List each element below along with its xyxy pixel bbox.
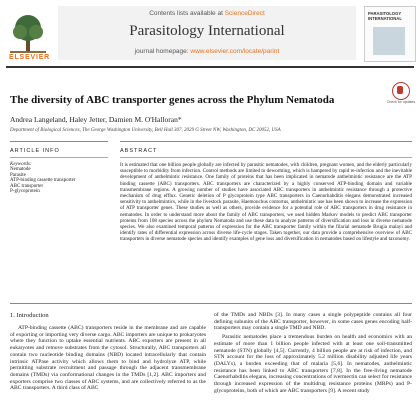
publisher-name: ELSEVIER <box>9 54 51 61</box>
abstract-text: It is estimated that one billion people globally are infected by parasitic nematodes, with children, pregnant women, and the elderly particularly susceptible to morbidity from infection. Control methods are limited to deworming, which is hampered by rapid re-infection and the inevitable development of anthelmintic resistance. One family of proteins that has been implicated in nematode anthelmintic resistance are the ATP binding cassette (ABC) transporters. ABC transporters are characterized by a highly conserved ATP-binding domain and variable transmembrane regions. A growing number of studies have associated ABC transporters in anthelmintic resistance through a protective mechanism of drug efflux. Genetic deletion of P glycoprotein type ABC transporters in Caenorhabditis elegans demonstrated increased sensitivity to anthelmintics, while in the livestock parasite, Haemonchus contortus, anthelmintic use has been shown to increase the expression of ATP transporter genes. These studies as well as others, provide evidence for a potential role of ABC transporters in drug resistance in nematodes. In order to understand more about the family of ABC transporters, we used hidden Markov models to predict ABC transporter proteins from 108 species across the phylum Nematoda and use these data to analyze patterns of diversification and loss in diverse nematode species. We also examined temporal patterns of expression for the ABC transporter family within the filarial nematode Brugia malayi and identify rates of differential expression across diverse life-cycle stages. Taken together, our data provide a comprehensive overview of ABC transporters in diverse nematode species and identify examples of gene loss and diversification in nematodes based on lifestyle and taxonomy. <box>120 162 412 243</box>
journal-header <box>6 4 414 64</box>
contents-line <box>58 10 356 17</box>
journal-title: Parasitology International <box>129 23 285 39</box>
abstract-heading: ABSTRACT <box>120 141 412 154</box>
keyword: ABC transporter <box>10 183 44 189</box>
body-paragraph: of the TMDs and NBDs [3]. In many cases a single polypeptide contains all four defining subunits of the ABC transporter, however, in some cases genes encoding half-transporters may contain a single TMD and NBD. <box>214 312 412 332</box>
corresponding-author-mark[interactable]: * <box>177 115 182 124</box>
cover-image <box>373 27 405 55</box>
abstract-divider <box>120 157 412 158</box>
article-info-panel <box>10 141 108 195</box>
check-for-updates-icon[interactable] <box>392 82 410 100</box>
contents-prefix: Contents lists available at <box>149 10 225 17</box>
keyword: Nematode <box>10 167 31 172</box>
sciencedirect-link[interactable]: ScienceDirect <box>224 10 265 17</box>
keyword: Parasite <box>10 172 26 178</box>
elsevier-tree-logo <box>6 10 50 56</box>
journal-homepage-line <box>58 48 356 55</box>
cover-title: PARASITOLOGY INTERNATIONAL <box>368 11 402 21</box>
author-list <box>10 115 182 124</box>
journal-cover-thumbnail <box>364 6 416 62</box>
authors-text: Andrea Langeland, Haley Jetter, Damien M. O'Halloran <box>10 115 178 124</box>
homepage-prefix: journal homepage: <box>134 48 191 55</box>
journal-homepage-link[interactable]: www.elsevier.com/locate/parint <box>190 48 280 55</box>
article-info-divider <box>10 157 108 158</box>
affiliation: Department of Biological Sciences, The George Washington University, Bell Hall 307, 2029 G Street NW, Washington, DC 20052, USA <box>10 128 281 133</box>
article-info-heading: ARTICLE INFO <box>10 141 108 154</box>
abstract-panel <box>120 141 412 243</box>
abstract-end-rule <box>10 303 412 304</box>
article-title: The diversity of ABC transporter genes across the Phylum Nematoda <box>10 94 335 106</box>
section-title-introduction: 1. Introduction <box>10 312 49 319</box>
keywords-label: Keywords: <box>10 162 32 167</box>
body-column-right <box>214 312 412 396</box>
check-for-updates-label: Check for updates <box>386 100 416 104</box>
body-column-left <box>10 312 206 394</box>
keyword: P-glycoprotein <box>10 189 40 194</box>
journal-masthead <box>58 6 356 60</box>
header-divider <box>6 66 414 68</box>
keyword: ATP-binding cassette transporter <box>10 178 76 183</box>
body-paragraph: ATP-binding cassette (ABC) transporters reside in the membrane and are capable of exporting or importing very diverse cargo. ABC importers are unique to prokaryotes where they function to uptake essential nutrients. ABC exporters are present in all eukaryotes and remove substrates from the cytosol. Structurally, ABC transporters all contain two nucleotide binding domains (NBD) located intracellularly that contain intrinsic ATPase activity which allows them to bind and hydrolyze ATP, while permitting substrate recruitment and passage through the adjacent transmembrane domains (TMDs) via conformational changes in the TMDs [1,2]. ABC importers and exporters comprise two classes of ABC systems, and are collectively referred to as the ABC transporters. A third class of ABC <box>10 325 206 392</box>
body-paragraph: Parasitic nematodes place a tremendous burden on health and economics with an estimate of more than 1 billion people infected with at least one soil-transmitted nematode (STN) globally [4,5]. Currently, 4 billion people are at risk of infection, and STN account for the loss of approximately 5.2 million disability adjusted life years (DALYs), a burden exceeding that of malaria [5,6]. In nematodes, anthelmintic resistance has been linked to ABC transporters [7,8]. In the free-living nematode Caenorhabditis elegans, increasing concentrations of ivermectin can select for resistance through increased expression of the multidrug resistance proteins (MRPs) and P-glycoproteins, both of which are ABC transporters [9]. A recent study <box>214 334 412 394</box>
